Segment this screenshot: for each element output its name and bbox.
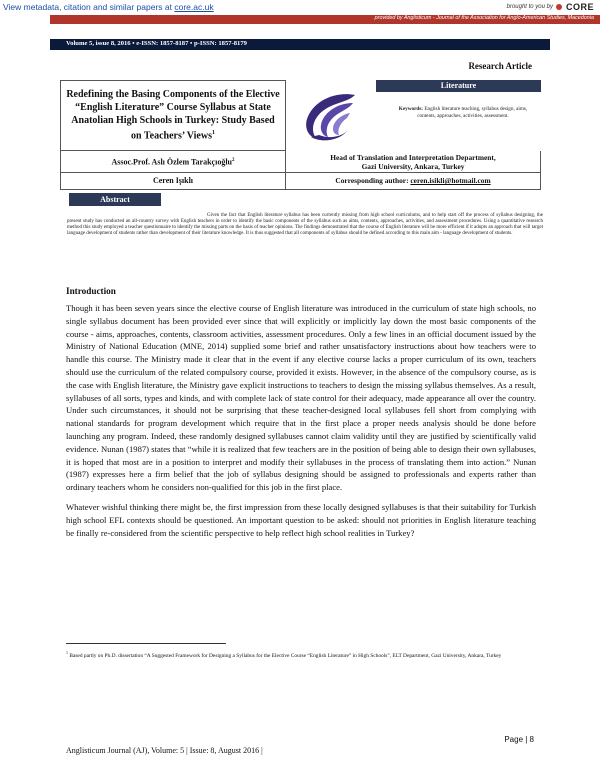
footnote-divider xyxy=(66,643,226,644)
abstract-text: Given the fact that English literature syllabus has been currently missing from high school curriculums, and to help start off the process of syllabus designing, the present study has conducted an all-country survey with English teachers in order to identify the basic components of the syllabus such as aims, contents, approaches, activities, and assessment procedures. Using a quantitative research method this study employed a teacher questionnaire to identify the missing parts on the basis of teacher opinions. The findings demonstrated that the course of English literature will be more efficient if it adopts an approach that will target language development of students rather than development of their literature knowledge. It is thus suggested that all components of syllabus should be defined according to this main aim - language development of students. xyxy=(67,213,543,237)
core-brand[interactable]: brought to you by CORE xyxy=(506,2,594,12)
volume-text: Volume 5, issue 8, 2016 • e-ISSN: 1857-8187 • p-ISSN: 1857-8179 xyxy=(66,40,247,47)
core-url-link[interactable]: core.ac.uk xyxy=(174,2,214,12)
keywords xyxy=(390,106,536,119)
abstract-label: Abstract xyxy=(69,193,161,206)
paragraph: Whatever wishful thinking there might be, the first impression from these locally designed syllabuses is that their suitability for Turkish high school EFL contexts should be questioned. An important question to be asked: should not priorities in English literature teaching be finally re-considered from the scientific perspective to help reflect high school realities in Turkey? xyxy=(66,501,536,538)
article-type: Research Article xyxy=(468,61,532,71)
provider-bar xyxy=(50,15,600,24)
author-1-footnote-mark[interactable]: 2 xyxy=(232,158,235,163)
author-2: Ceren Işıklı xyxy=(60,173,286,190)
section-title: Introduction xyxy=(66,286,116,296)
swirl-logo-icon xyxy=(295,85,367,147)
journal-footer: Anglisticum Journal (AJ), Volume: 5 | Issue: 8, August 2016 | xyxy=(66,746,263,755)
provider-text: provided by Anglisticum - Journal of the Association for Anglo-American Studies, Macedonia xyxy=(374,15,594,21)
core-logo-text: CORE xyxy=(565,2,594,12)
author-1: Assoc.Prof. Aslı Özlem Tarakçıoğlu$^2$ xyxy=(60,151,286,173)
paragraph: Though it has been seven years since the elective course of English literature was introduced in the curriculum of state high schools, no single syllabus document has been provided ever since that will explicitly or implicitly lay down the most basic components of the course - aims, approaches, contents, classroom activities, assessment procedures. Only a few lines in an official document issued by the Ministry of National Education (MNE, 2014) supplied some brief and rather unsatisfactory instructions about how teachers were to handle this course. The Ministry made it clear that in the event if any elective course lacks a proper curriculum of its own, teachers should use the curriculum of the related compulsory course, provided it exists. However, in the absence of the compulsory course, as is the case with English literature, the Ministry gave explicit instructions to teachers to design the missing syllabus themselves. As a result, syllabuses of all sorts, types and kinds, and with complete lack of state control for their adequacy, made appearance all over the country. Under such circumstances, it should not be surprising that these teacher-designed local syllabuses fell short from complying with national standards for program development which require that in the first place a proper needs analysis should be done before launching any program. Indeed, these randomly designed syllabuses cannot claim validity until they are justified by scientifically valid evidence. Nunan (1987) states that “while it is realized that few teachers are in the position of being able to design their own syllabuses, it is hoped that most are in a position to interpret and modify their syllabuses in the process of translating them into action.” Nunan (1987) expresses here a firm belief that the job of syllabus designing should be assigned to professionals and experts rather than ordinary teachers whom he considers non-qualified for this job in the first place. xyxy=(66,303,536,493)
body-text xyxy=(66,302,536,546)
affiliation-line-1: Head of Translation and Interpretation Department, xyxy=(330,153,496,162)
journal-logo xyxy=(286,80,376,151)
volume-bar xyxy=(50,39,550,50)
page-number: Page | 8 xyxy=(504,735,534,744)
affiliation xyxy=(286,151,541,173)
article-title: Redefining the Basing Components of the Elective “English Literature” Course Syllabus at State Anatolian High Schools in Turkey: Study Based on Teachers’ Views$^1$ xyxy=(60,80,286,151)
affiliation-line-2: Gazi University, Ankara, Turkey xyxy=(361,162,465,171)
core-metadata-link[interactable]: View metadata, citation and similar papers at core.ac.uk xyxy=(3,2,214,12)
corresponding-email-link[interactable]: ceren.isikli@hotmail.com xyxy=(410,176,491,185)
keywords-label: Keywords: xyxy=(398,106,424,112)
corresponding-author xyxy=(286,173,541,190)
core-logo-icon xyxy=(556,4,562,10)
footnote xyxy=(66,649,536,660)
core-banner xyxy=(0,0,600,16)
corresponding-label: Corresponding author: xyxy=(335,176,411,185)
author-row-2 xyxy=(60,173,541,190)
footnote-mark: 1 xyxy=(66,650,68,655)
title-footnote-mark[interactable]: 1 xyxy=(211,130,215,137)
author-row-1 xyxy=(60,151,541,173)
footnote-text: Based partly on Ph.D. dissertation “A Suggested Framework for Designing a Syllabus for the Elective Course “English Literature” in High Schools”, ELT Department, Gazi University, Ankara, Turkey xyxy=(68,652,502,659)
keywords-text: English literature teaching, syllabus design, aims, contents, approaches, activities, assessment. xyxy=(417,106,528,119)
literature-label: Literature xyxy=(376,80,541,92)
